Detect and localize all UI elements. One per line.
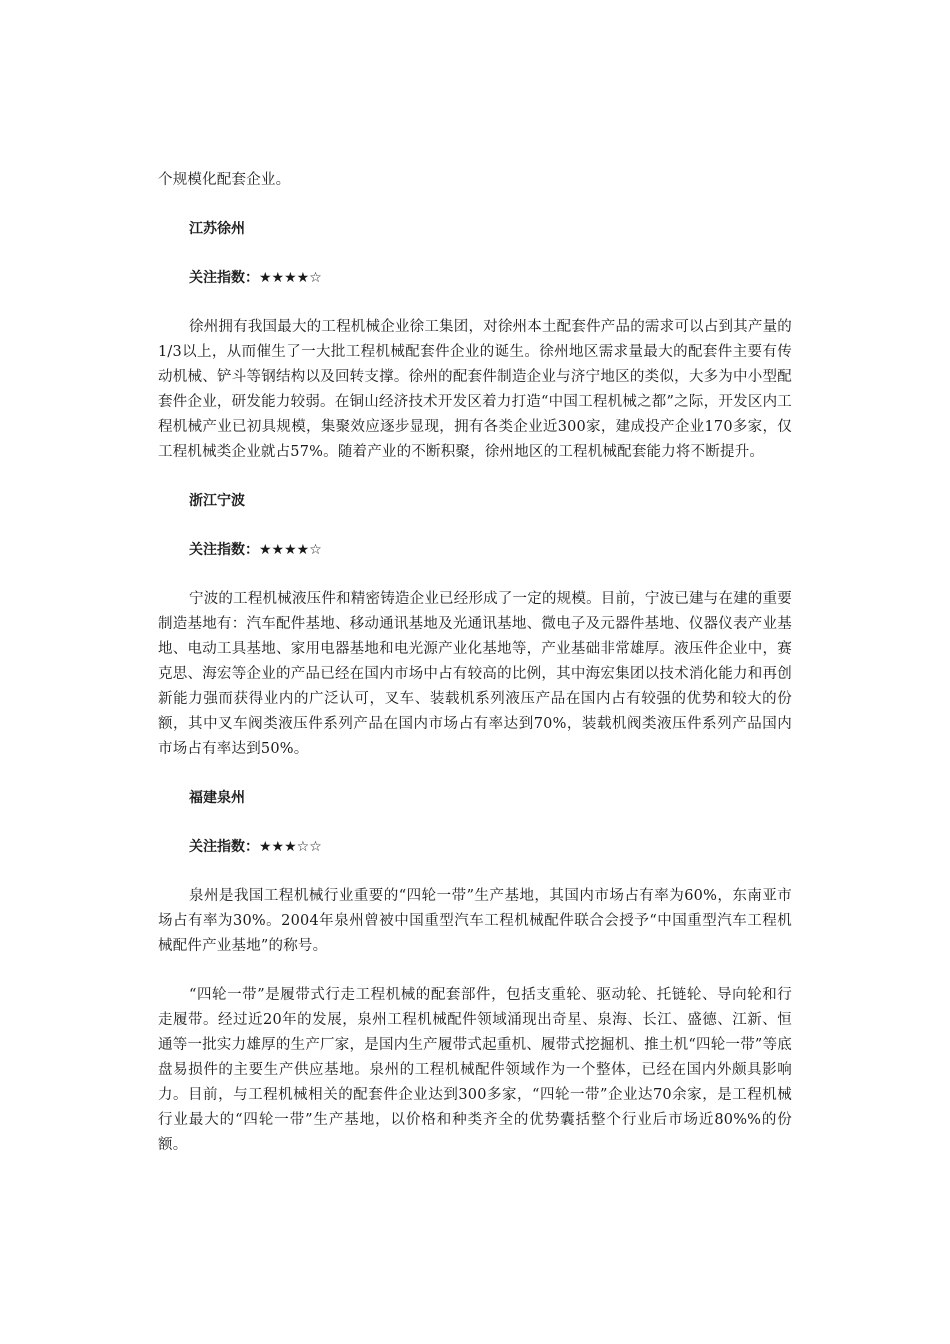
continuation-paragraph: 个规模化配套企业。: [158, 172, 291, 188]
section-paragraph-xuzhou: 徐州拥有我国最大的工程机械企业徐工集团，对徐州本土配套件产品的需求可以占到其产量的1/3以上，从而催生了一大批工程机械配套件企业的诞生。徐州地区需求量最大的配套件主要有传动机械、铲斗等钢结构以及回转支撑。徐州的配套件制造企业与济宁地区的类似，大多为中小型配套件企业，研发能力较弱。在铜山经济技术开发区着力打造“中国工程机械之都”之际，开发区内工程机械产业已初具规模，集聚效应逐步显现，拥有各类企业近300家，建成投产企业170多家，仅工程机械类企业就占57%。随着产业的不断积聚，徐州地区的工程机械配套能力将不断提升。: [158, 319, 792, 460]
rating-stars: ★★★☆☆: [259, 839, 322, 855]
section-title-xuzhou: 江苏徐州: [189, 221, 245, 237]
section-rating-ningbo: [158, 538, 792, 563]
section-paragraph-quanzhou-1: 泉州是我国工程机械行业重要的“四轮一带”生产基地，其国内市场占有率为60%，东南亚市场占有率为30%。2004年泉州曾被中国重型汽车工程机械配件联合会授予“中国重型汽车工程机械配件产业基地”的称号。: [158, 888, 792, 954]
document-page: [158, 168, 792, 1158]
section-title-quanzhou: 福建泉州: [189, 790, 245, 806]
section-rating-xuzhou: [158, 266, 792, 291]
section-title-ningbo: 浙江宁波: [189, 493, 245, 509]
section-paragraph-ningbo: 宁波的工程机械液压件和精密铸造企业已经形成了一定的规模。目前，宁波已建与在建的重要制造基地有：汽车配件基地、移动通讯基地及光通讯基地、微电子及元器件基地、仪器仪表产业基地、电动工具基地、家用电器基地和电光源产业化基地等，产业基础非常雄厚。液压件企业中，赛克思、海宏等企业的产品已经在国内市场中占有较高的比例，其中海宏集团以技术消化能力和再创新能力强而获得业内的广泛认可，叉车、装载机系列液压产品在国内占有较强的优势和较大的份额，其中叉车阀类液压件系列产品在国内市场占有率达到70%，装载机阀类液压件系列产品国内市场占有率达到50%。: [158, 591, 792, 757]
rating-label: 关注指数：: [189, 270, 259, 286]
rating-label: 关注指数：: [189, 542, 259, 558]
section-paragraph-quanzhou-2: “四轮一带”是履带式行走工程机械的配套部件，包括支重轮、驱动轮、托链轮、导向轮和行走履带。经过近20年的发展，泉州工程机械配件领域涌现出奇星、泉海、长江、盛德、江新、恒通等一批实力雄厚的生产厂家，是国内生产履带式起重机、履带式挖掘机、推土机“四轮一带”等底盘易损件的主要生产供应基地。泉州的工程机械配件领域作为一个整体，已经在国内外颇具影响力。目前，与工程机械相关的配套件企业达到300多家，“四轮一带”企业达70余家，是工程机械行业最大的“四轮一带”生产基地，以价格和种类齐全的优势囊括整个行业后市场近80%%的份额。: [158, 987, 792, 1153]
rating-stars: ★★★★☆: [259, 542, 322, 558]
rating-stars: ★★★★☆: [259, 270, 322, 286]
section-rating-quanzhou: [158, 835, 792, 860]
rating-label: 关注指数：: [189, 839, 259, 855]
